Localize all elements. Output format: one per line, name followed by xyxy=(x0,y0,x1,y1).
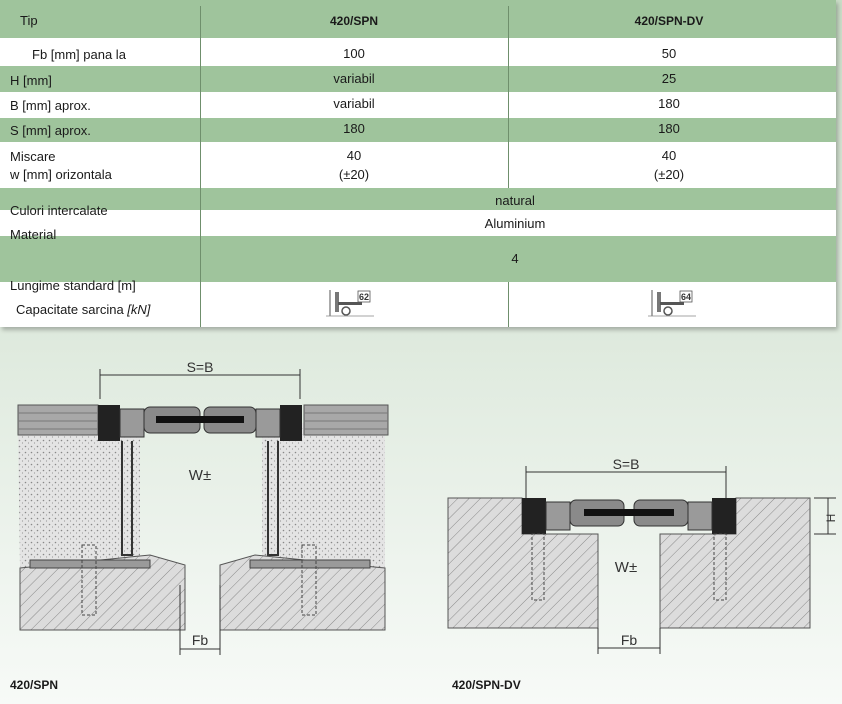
label-s: S [mm] aprox. xyxy=(10,123,91,138)
label-capacitate-unit: [kN] xyxy=(127,302,151,317)
drawing-420-spn xyxy=(0,355,400,660)
caption-420-spn: 420/SPN xyxy=(10,678,59,692)
label-b: B [mm] aprox. xyxy=(10,98,91,113)
value-miscare-1a: 40 xyxy=(346,148,362,163)
value-s-1: 180 xyxy=(343,121,365,136)
dim-fb-right: Fb xyxy=(620,632,638,648)
header-tip: Tip xyxy=(20,13,38,28)
load-class-icon-2 xyxy=(644,286,700,322)
value-miscare-2a: 40 xyxy=(661,148,677,163)
load-class-icon-1 xyxy=(322,286,378,322)
value-s-2: 180 xyxy=(658,121,680,136)
value-h-1: variabil xyxy=(333,71,375,86)
dim-w-right: W± xyxy=(614,559,638,576)
value-b-1: variabil xyxy=(333,96,375,111)
dim-s-b-right: S=B xyxy=(612,456,640,472)
dim-s-b-left: S=B xyxy=(186,359,214,375)
dim-fb-left: Fb xyxy=(191,632,209,648)
column-divider-2-bottom xyxy=(508,282,509,327)
label-h: H [mm] xyxy=(10,73,52,88)
caption-420-spn-dv: 420/SPN-DV xyxy=(452,678,521,692)
value-miscare-1b: (±20) xyxy=(338,167,370,182)
value-fb-2: 50 xyxy=(661,46,677,61)
value-h-2: 25 xyxy=(661,71,677,86)
value-lungime: 4 xyxy=(511,251,519,266)
label-material: Material xyxy=(10,227,57,242)
dim-h-right: H xyxy=(824,513,838,523)
spec-table xyxy=(0,0,836,327)
header-col-420-spn-dv: 420/SPN-DV xyxy=(634,14,704,28)
value-b-2: 180 xyxy=(658,96,680,111)
load-value-1: 62 xyxy=(358,292,370,302)
value-fb-1: 100 xyxy=(343,46,365,61)
label-miscare: Miscare xyxy=(10,149,56,164)
label-culori: Culori intercalate xyxy=(10,203,108,218)
drawing-420-spn-dv xyxy=(440,448,840,660)
label-lungime: Lungime standard [m] xyxy=(10,278,136,293)
label-capacitate: Capacitate sarcina [kN] xyxy=(16,302,151,317)
load-value-2: 64 xyxy=(680,292,692,302)
label-fb: Fb [mm] pana la xyxy=(32,47,126,62)
label-orizontala: w [mm] orizontala xyxy=(10,167,112,182)
value-culori: natural xyxy=(495,193,535,208)
header-col-420-spn: 420/SPN xyxy=(329,14,379,28)
dim-w-left: W± xyxy=(188,467,212,484)
value-miscare-2b: (±20) xyxy=(653,167,685,182)
value-material: Aluminium xyxy=(484,216,546,231)
